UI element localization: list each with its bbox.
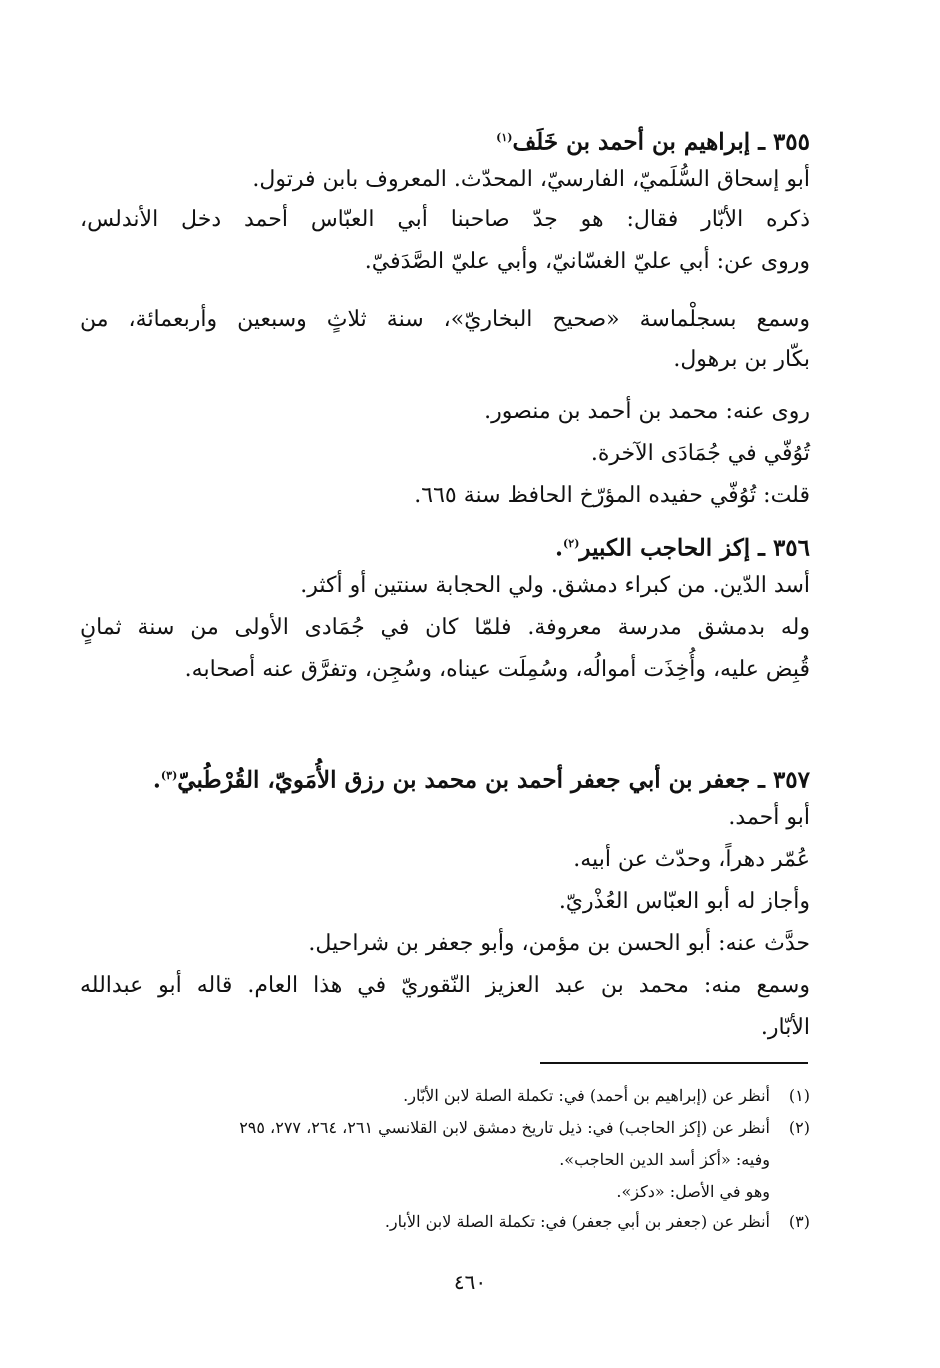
footnote-separator [540,1062,808,1064]
entry-355-line-6: روى عنه: محمد بن أحمد بن منصور. [484,399,810,424]
entry-355-line-5: بكّار بن برهول. [673,347,810,372]
entry-355-line-2: ذكره الأبّار فقال: هو جدّ صاحبنا أبي العبّاس أحمد دخل الأندلس، [80,207,810,232]
entry-357-line-6: الأبّار. [760,1015,810,1040]
entry-356-line-1: أسد الدّين. من كبراء دمشق. ولي الحجابة سنتين أو أكثر. [300,573,810,598]
entry-357-line-1: أبو أحمد. [728,805,810,830]
footnote-text: أنظر عن (إكز الحاجب) في: ذيل تاريخ دمشق لابن القلانسي ٢٦١، ٢٦٤، ٢٧٧، ٢٩٥ [239,1118,770,1137]
entry-355-heading: ٣٥٥ ـ إبراهيم بن أحمد بن خَلَف$^{(١)}$ [496,128,810,156]
footnote-2 [80,1116,810,1140]
entry-357-line-4: حدَّث عنه: أبو الحسن بن مؤمن، وأبو جعفر بن شراحيل. [308,931,810,956]
footnote-2-cont-1: وفيه: «أكز أسد الدين الحاجب». [559,1150,770,1169]
footnote-number: (٣) [788,1212,810,1231]
entry-356-line-2: وله بدمشق مدرسة معروفة. فلمّا كان في جُمَادى الأولى من سنة ثمانٍ [80,615,810,640]
footnote-text: أنظر عن (إبراهيم بن أحمد) في: تكملة الصلة لابن الأبّار. [403,1086,770,1105]
entry-355-line-3: وروى عن: أبي عليّ الغسّانيّ، وأبي عليّ الصَّدَفيّ. [364,249,810,274]
entry-355-line-4: وسمع بسجلْماسة «صحيح البخاريّ»، سنة ثلاثٍ وسبعين وأربعمائة، من [80,307,810,332]
page-number: ٤٦٠ [453,1270,487,1294]
entry-357-line-2: عُمّر دهراً، وحدّث عن أبيه. [573,847,810,872]
footnote-mark-3: (٣) [160,769,178,782]
entry-356-heading: ٣٥٦ ـ إكز الحاجب الكبير$^{(٢)}$. [555,534,810,562]
entry-357-heading: ٣٥٧ ـ جعفر بن أبي جعفر أحمد بن محمد بن رزق الأُمَويّ، القُرْطُبيّ$^{(٣)}$. [152,766,810,794]
footnote-number: (١) [788,1086,810,1105]
footnote-3 [80,1210,810,1234]
entry-357-line-5: وسمع منه: محمد بن عبد العزيز النّقوريّ في هذا العام. قاله أبو عبدالله [80,973,810,998]
entry-355-line-1: أبو إسحاق السُّلَميّ، الفارسيّ، المحدّث. المعروف بابن فرتول. [252,167,810,192]
entry-357-line-3: وأجاز له أبو العبّاس العُذْريّ. [558,889,810,914]
footnote-mark-2: (٢) [563,537,580,550]
entry-356-line-3: قُبِض عليه، وأُخِذَت أموالُه، وسُمِلَت عيناه، وسُجِن، وتفرَّق عنه أصحابه. [184,657,810,682]
footnote-number: (٢) [788,1118,810,1137]
entry-355-line-8: قلت: تُوُفّي حفيده المؤرّخ الحافظ سنة ٦٦٥. [414,483,810,508]
footnote-1 [80,1084,810,1108]
footnote-mark-1: (١) [496,131,513,144]
footnote-2-cont-2: وهو في الأصل: «دكز». [616,1182,770,1201]
footnote-text: أنظر عن (جعفر بن أبي جعفر) في: تكملة الصلة لابن الأبار. [384,1212,770,1231]
entry-355-line-7: تُوُفّي في جُمَادَى الآخرة. [590,441,810,466]
